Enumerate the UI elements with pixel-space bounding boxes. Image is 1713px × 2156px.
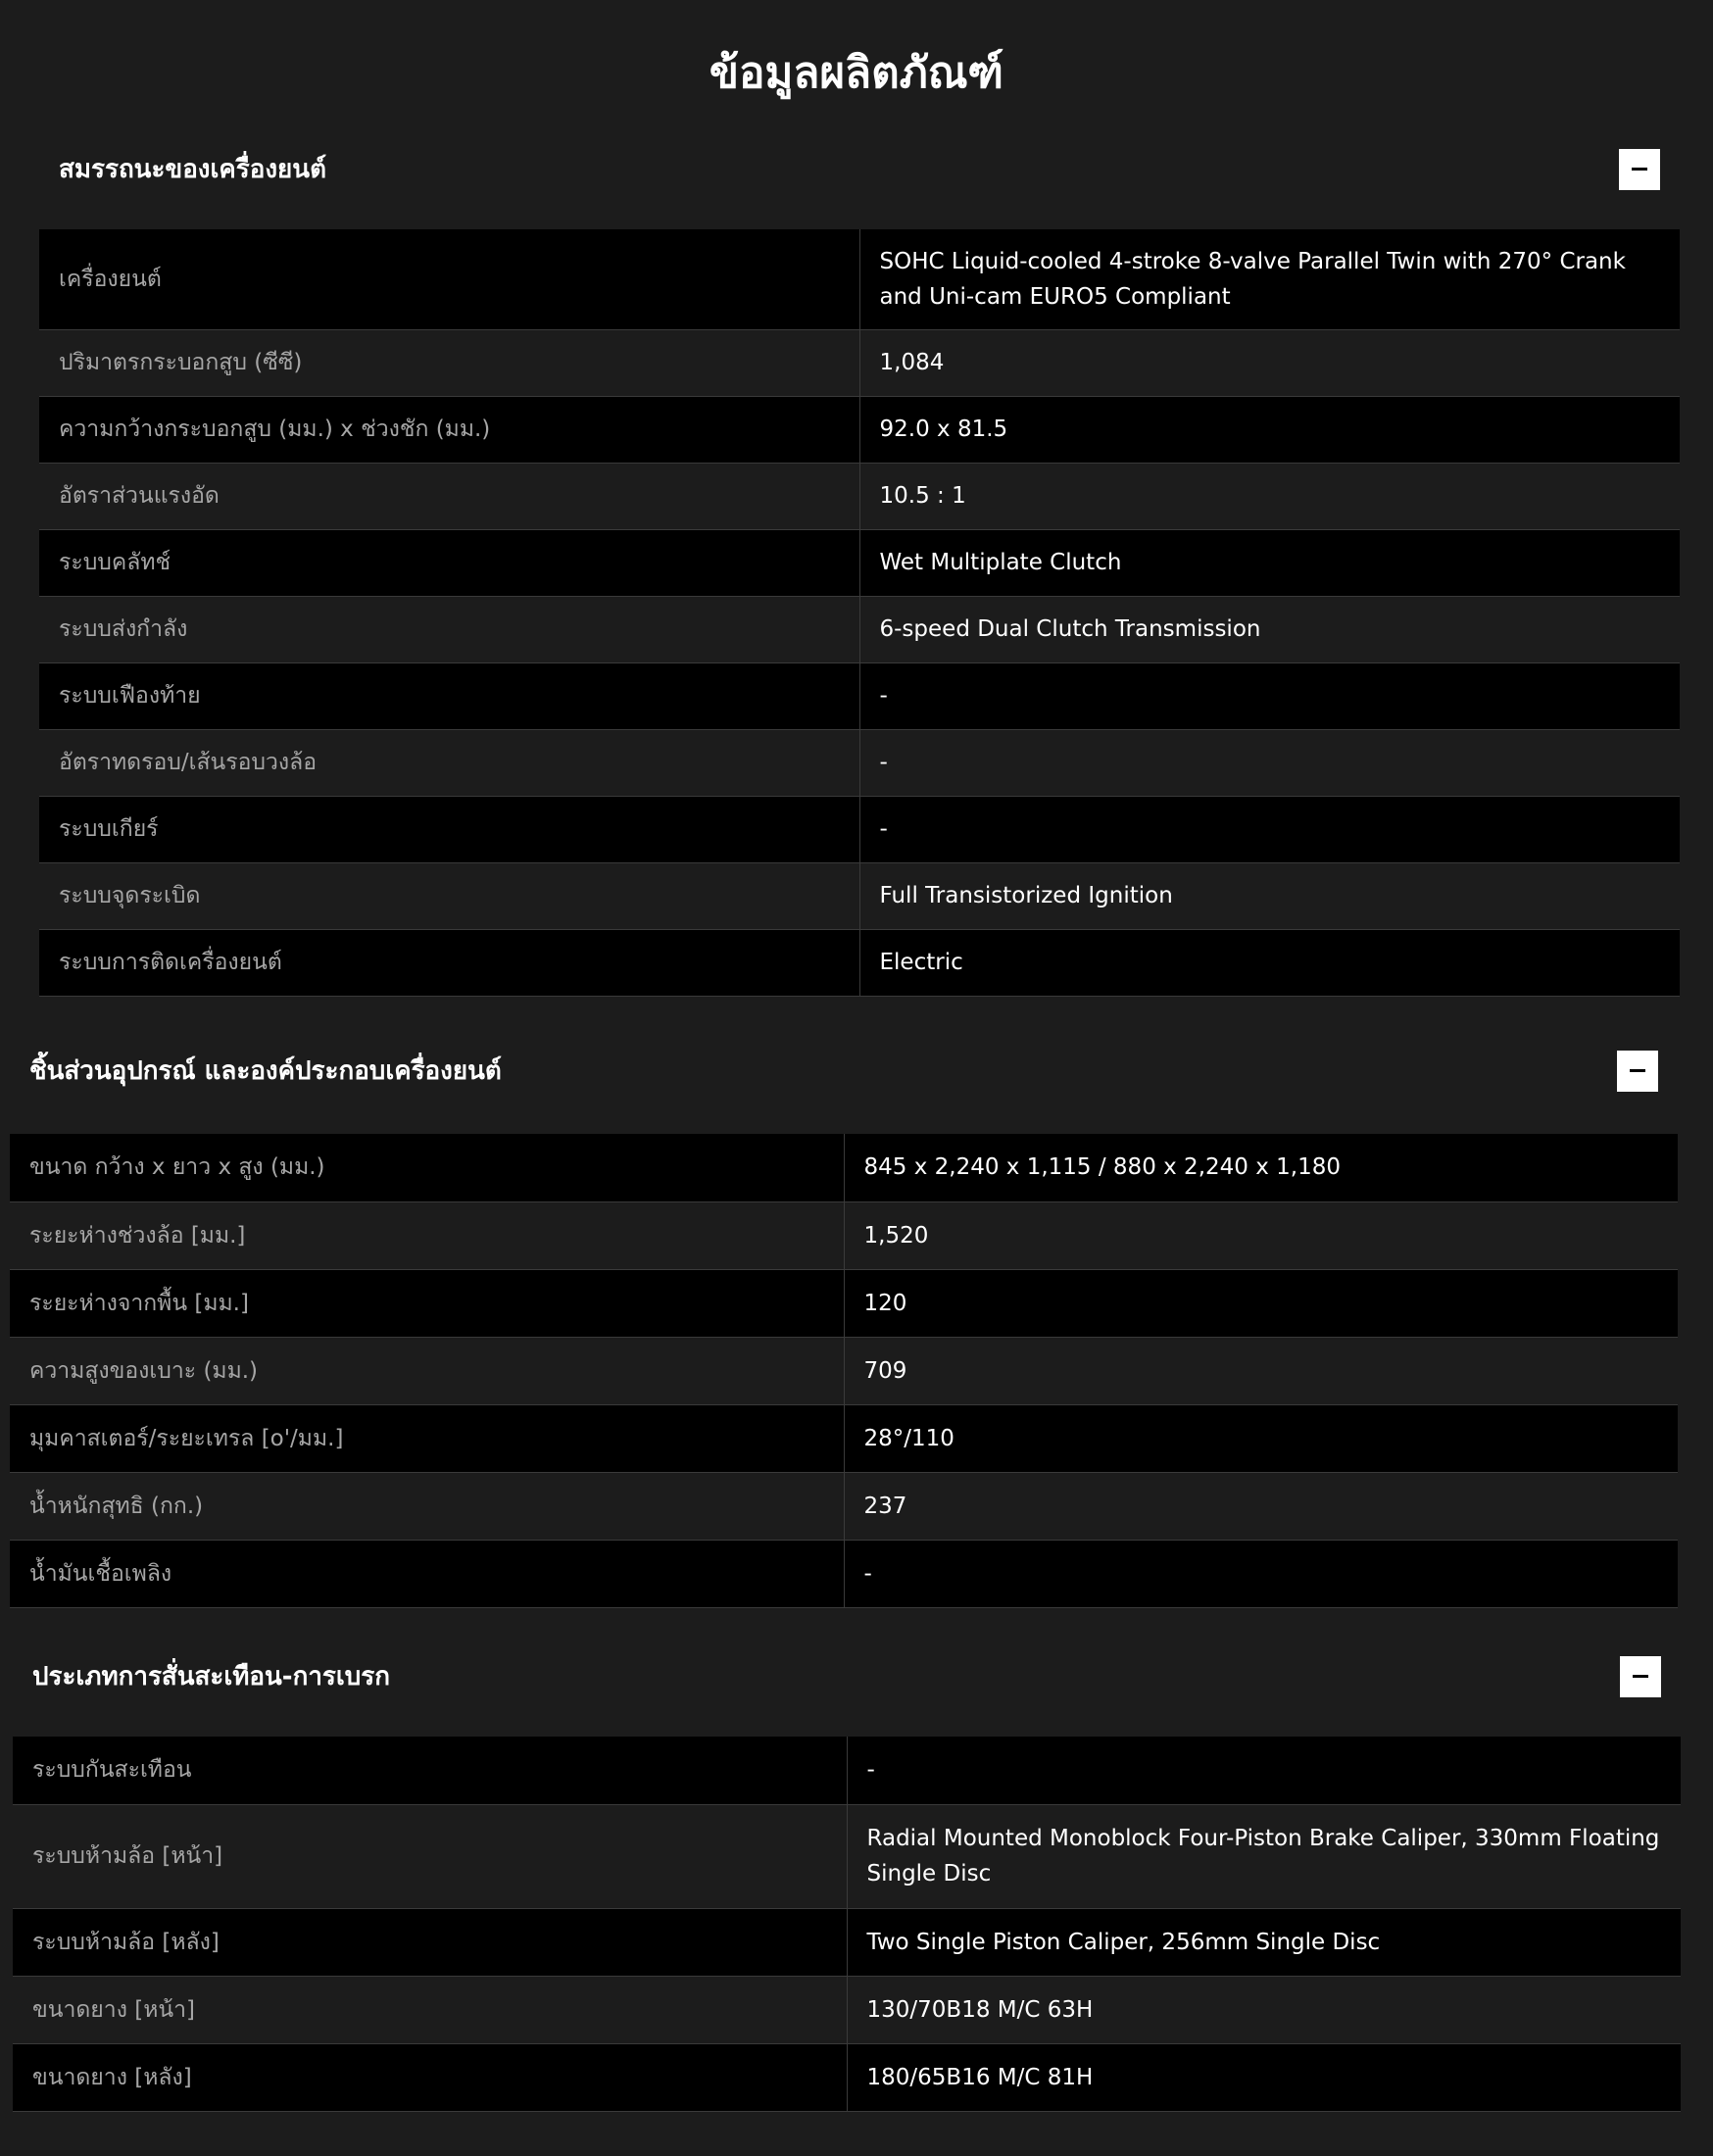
table-row <box>39 929 1680 996</box>
table-row <box>10 1540 1678 1607</box>
page-title: ข้อมูลผลิตภัณฑ์ <box>709 48 1004 98</box>
spec-value: Wet Multiplate Clutch <box>879 550 1122 575</box>
table-row <box>13 1804 1681 1908</box>
spec-label: ระบบห้ามล้อ [หลัง] <box>13 1908 847 1976</box>
spec-label: อัตราทดรอบ/เส้นรอบวงล้อ <box>39 729 859 796</box>
spec-label: ระบบกันสะเทือน <box>13 1737 847 1804</box>
spec-label: อัตราส่วนแรงอัด <box>39 463 859 529</box>
table-row <box>39 796 1680 862</box>
table-row <box>39 529 1680 596</box>
spec-value: 1,084 <box>879 350 945 375</box>
table-row <box>13 1737 1681 1804</box>
table-row <box>39 463 1680 529</box>
section-suspension-brakes <box>0 1635 1713 2115</box>
spec-label: เครื่องยนต์ <box>39 229 859 329</box>
table-row <box>13 2043 1681 2111</box>
table-row <box>10 1404 1678 1472</box>
spec-label: ระบบการติดเครื่องยนต์ <box>39 929 859 996</box>
spec-label: ขนาด กว้าง x ยาว x สูง (มม.) <box>10 1134 844 1201</box>
table-row <box>39 862 1680 929</box>
spec-table <box>13 1737 1681 2112</box>
minus-icon <box>1632 168 1647 171</box>
spec-value: 92.0 x 81.5 <box>879 416 1008 442</box>
spec-value: 709 <box>863 1357 907 1384</box>
table-row <box>39 329 1680 396</box>
table-row <box>13 1976 1681 2043</box>
spec-value: 10.5 : 1 <box>879 483 966 509</box>
spec-label: ขนาดยาง [หน้า] <box>13 1976 847 2043</box>
spec-label: น้ำมันเชื้อเพลิง <box>10 1540 844 1607</box>
table-row <box>39 396 1680 463</box>
spec-label: ระยะห่างจากพื้น [มม.] <box>10 1269 844 1337</box>
spec-value: 1,520 <box>863 1222 929 1249</box>
spec-value: Full Transistorized Ignition <box>879 883 1173 908</box>
spec-value: - <box>863 1560 872 1587</box>
spec-value: SOHC Liquid-cooled 4-stroke 8-valve Parallel Twin with 270° Crank and Uni-cam EURO5 Compliant <box>879 248 1626 310</box>
spec-label: ความสูงของเบาะ (มม.) <box>10 1337 844 1404</box>
spec-label: ความกว้างกระบอกสูบ (มม.) x ช่วงชัก (มม.) <box>39 396 859 463</box>
table-row <box>39 596 1680 662</box>
spec-label: ระบบจุดระเบิด <box>39 862 859 929</box>
minus-icon <box>1630 1069 1645 1072</box>
table-row <box>10 1269 1678 1337</box>
spec-label: ระบบเกียร์ <box>39 796 859 862</box>
spec-value: - <box>879 816 888 842</box>
spec-value: 6-speed Dual Clutch Transmission <box>879 616 1261 642</box>
spec-table <box>39 229 1680 997</box>
spec-label: ระบบห้ามล้อ [หน้า] <box>13 1804 847 1908</box>
spec-value: - <box>866 1757 875 1784</box>
spec-label: ระบบคลัทช์ <box>39 529 859 596</box>
spec-value: - <box>879 750 888 775</box>
collapse-button[interactable] <box>1617 1051 1658 1092</box>
table-row <box>10 1134 1678 1201</box>
spec-label: น้ำหนักสุทธิ (กก.) <box>10 1472 844 1540</box>
collapse-button[interactable] <box>1620 1656 1661 1697</box>
section-title: สมรรถนะของเครื่องยนต์ <box>59 155 326 184</box>
table-row <box>10 1472 1678 1540</box>
section-engine-performance <box>0 137 1713 1000</box>
section-title: ชิ้นส่วนอุปกรณ์ และองค์ประกอบเครื่องยนต์ <box>29 1056 502 1086</box>
spec-value: 237 <box>863 1493 907 1519</box>
table-row <box>39 662 1680 729</box>
spec-value: Electric <box>879 950 963 975</box>
section-components <box>0 1034 1713 1607</box>
spec-value: - <box>879 683 888 709</box>
table-row <box>10 1201 1678 1269</box>
spec-value: 130/70B18 M/C 63H <box>866 1996 1094 2023</box>
section-title: ประเภทการสั่นสะเทือน-การเบรก <box>32 1662 390 1691</box>
spec-value: Two Single Piston Caliper, 256mm Single Disc <box>866 1929 1381 1955</box>
spec-value: 180/65B16 M/C 81H <box>866 2064 1094 2090</box>
table-row <box>13 1908 1681 1976</box>
spec-table <box>10 1134 1678 1608</box>
table-row <box>39 729 1680 796</box>
spec-value: 845 x 2,240 x 1,115 / 880 x 2,240 x 1,180 <box>863 1154 1341 1181</box>
spec-label: ระบบเฟืองท้าย <box>39 662 859 729</box>
spec-label: มุมคาสเตอร์/ระยะเทรล [o'/มม.] <box>10 1404 844 1472</box>
spec-label: ขนาดยาง [หลัง] <box>13 2043 847 2111</box>
spec-value: 120 <box>863 1290 907 1316</box>
table-row <box>39 229 1680 329</box>
spec-value: Radial Mounted Monoblock Four-Piston Brake Caliper, 330mm Floating Single Disc <box>866 1826 1660 1886</box>
spec-label: ระบบส่งกำลัง <box>39 596 859 662</box>
table-row <box>10 1337 1678 1404</box>
spec-value: 28°/110 <box>863 1425 954 1451</box>
minus-icon <box>1633 1675 1648 1678</box>
spec-label: ปริมาตรกระบอกสูบ (ซีซี) <box>39 329 859 396</box>
collapse-button[interactable] <box>1619 149 1660 190</box>
spec-label: ระยะห่างช่วงล้อ [มม.] <box>10 1201 844 1269</box>
